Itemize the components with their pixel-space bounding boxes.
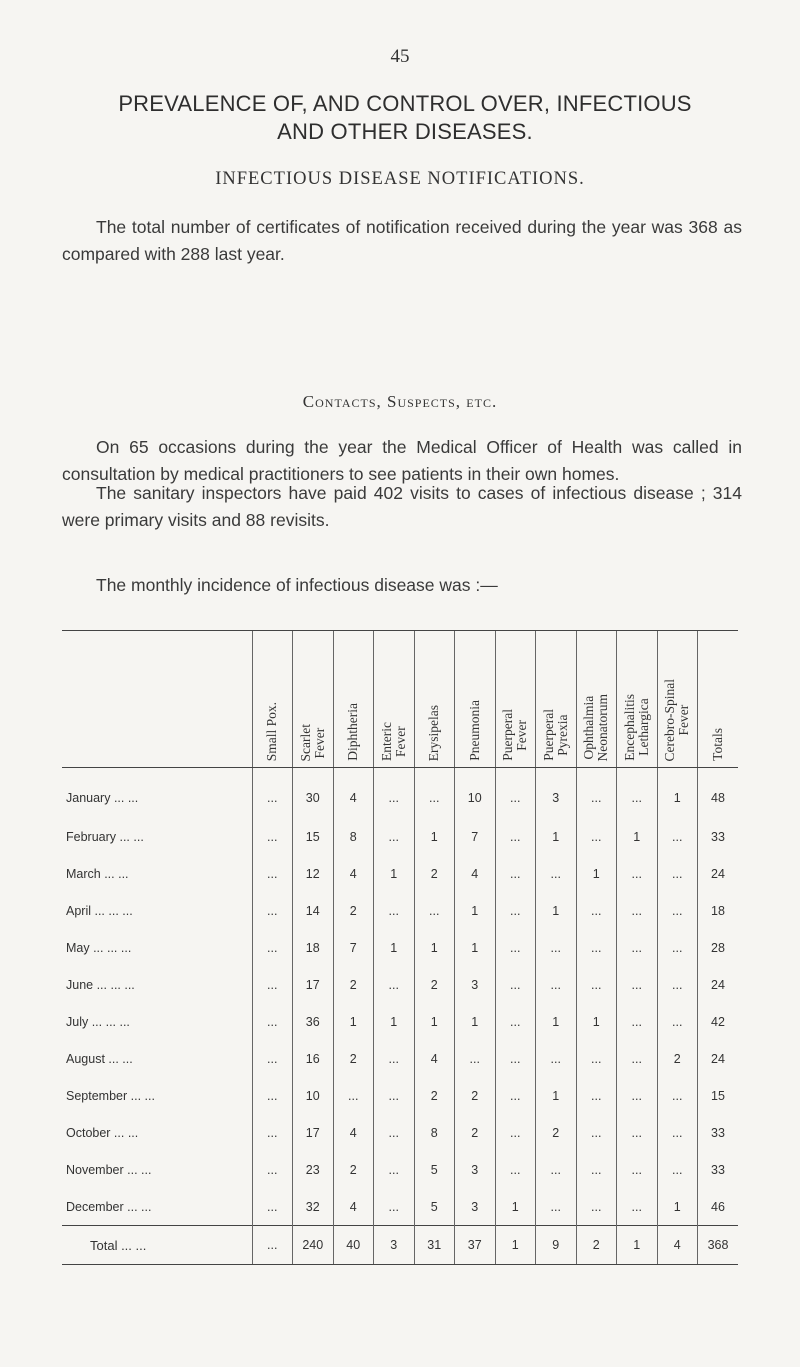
table-cell: ...	[495, 855, 536, 892]
table-cell: ...	[657, 892, 698, 929]
table-cell: ...	[617, 966, 658, 1003]
table-cell: 1	[536, 1077, 577, 1114]
column-header-label: Small Pox.	[264, 701, 280, 761]
table-cell: ...	[333, 1077, 374, 1114]
table-cell: ...	[374, 1114, 415, 1151]
column-header-label: Puerperal Fever	[500, 709, 530, 761]
table-row	[62, 818, 738, 855]
table-cell: 3	[455, 1188, 496, 1226]
table-row	[62, 1151, 738, 1188]
table-cell: 3	[374, 1226, 415, 1265]
table-cell: 3	[455, 966, 496, 1003]
table-cell: 7	[333, 929, 374, 966]
table-cell: ...	[495, 966, 536, 1003]
table-cell: 33	[698, 1151, 739, 1188]
table-cell: 10	[455, 768, 496, 819]
table-cell: ...	[252, 1040, 293, 1077]
table-cell: 5	[414, 1151, 455, 1188]
table-cell: ...	[495, 768, 536, 819]
table-cell: ...	[495, 1151, 536, 1188]
table-cell: ...	[252, 1077, 293, 1114]
table-cell: ...	[536, 1040, 577, 1077]
total-row	[62, 1226, 738, 1265]
table-cell: 2	[333, 892, 374, 929]
table-cell: ...	[657, 966, 698, 1003]
table-cell: 8	[414, 1114, 455, 1151]
page-title	[60, 90, 750, 146]
table-cell: 17	[293, 1114, 334, 1151]
table-cell: ...	[495, 818, 536, 855]
column-header-label: Scarlet Fever	[297, 723, 327, 761]
month-label: March ... ...	[66, 866, 129, 881]
table-cell: 1	[374, 855, 415, 892]
table-cell: ...	[536, 855, 577, 892]
table-cell: 2	[414, 1077, 455, 1114]
table-cell: ...	[414, 892, 455, 929]
table-cell: 5	[414, 1188, 455, 1226]
table-cell: ...	[576, 892, 617, 929]
table-header-row	[62, 631, 738, 768]
column-header	[657, 631, 698, 768]
month-label: October ... ...	[66, 1125, 139, 1140]
notifications-text: The total number of certificates of notification received during the year was 368 as compared with 288 last year.	[62, 217, 742, 264]
table-cell: ...	[495, 1040, 536, 1077]
column-header-label: Enteric Fever	[378, 722, 408, 761]
notifications-paragraph	[62, 214, 742, 268]
table-cell: ...	[252, 1226, 293, 1265]
table-cell: 3	[536, 768, 577, 819]
table-cell: ...	[657, 1114, 698, 1151]
table-cell: 1	[576, 855, 617, 892]
table-cell: ...	[617, 1040, 658, 1077]
table-cell: ...	[536, 966, 577, 1003]
table-cell: 33	[698, 818, 739, 855]
table-cell: 1	[333, 1003, 374, 1040]
table-cell: 15	[293, 818, 334, 855]
table-cell: 4	[333, 768, 374, 819]
table-cell: ...	[414, 768, 455, 819]
table-cell: 2	[657, 1040, 698, 1077]
column-header	[374, 631, 415, 768]
column-header	[252, 631, 293, 768]
table-cell: 7	[455, 818, 496, 855]
month-label: February ... ...	[66, 829, 144, 844]
table-cell: ...	[657, 1003, 698, 1040]
table-row	[62, 1077, 738, 1114]
month-label: September ... ...	[66, 1088, 155, 1103]
table-cell: 1	[455, 892, 496, 929]
table-cell: 4	[657, 1226, 698, 1265]
column-header-label: Puerperal Pyrexia	[540, 709, 570, 761]
table-cell: 17	[293, 966, 334, 1003]
table-cell: 1	[414, 929, 455, 966]
table-cell: ...	[455, 1040, 496, 1077]
visits-text: The sanitary inspectors have paid 402 visits to cases of infectious disease ; 314 were primary visits and 88 revisits.	[62, 483, 742, 530]
column-header	[617, 631, 658, 768]
table-cell: ...	[617, 768, 658, 819]
table-cell: 12	[293, 855, 334, 892]
month-label: January ... ...	[66, 791, 139, 805]
table-cell: 4	[333, 1188, 374, 1226]
table-cell: 2	[414, 855, 455, 892]
table-cell: 1	[414, 1003, 455, 1040]
table-cell: 37	[455, 1226, 496, 1265]
table-cell: ...	[252, 1151, 293, 1188]
table-cell: 36	[293, 1003, 334, 1040]
table-cell: ...	[617, 1114, 658, 1151]
table-row	[62, 929, 738, 966]
table-cell: ...	[374, 1040, 415, 1077]
table-cell: ...	[536, 1188, 577, 1226]
contacts-heading: Contacts, Suspects, etc.	[302, 392, 498, 411]
table-body	[62, 768, 738, 1265]
month-label: May ... ... ...	[66, 940, 132, 955]
table-cell: 2	[455, 1114, 496, 1151]
table-cell: 32	[293, 1188, 334, 1226]
table-cell: ...	[617, 929, 658, 966]
consultation-text: On 65 occasions during the year the Medical Officer of Health was called in consultation by medical practitioners to see patients in their own homes.	[62, 437, 742, 484]
table-cell: ...	[576, 1188, 617, 1226]
table-cell: ...	[657, 1077, 698, 1114]
table-cell: ...	[252, 1114, 293, 1151]
table-cell: 3	[455, 1151, 496, 1188]
table-cell: 1	[536, 818, 577, 855]
table-cell: 2	[414, 966, 455, 1003]
table-intro: The monthly incidence of infectious disease was :—	[96, 575, 498, 595]
table-cell: ...	[495, 1077, 536, 1114]
column-header-label: Totals	[710, 728, 725, 761]
table-cell: 40	[333, 1226, 374, 1265]
table-cell: ...	[617, 855, 658, 892]
table-cell: ...	[617, 1151, 658, 1188]
table-cell: 240	[293, 1226, 334, 1265]
table-cell: 4	[414, 1040, 455, 1077]
table-cell: 30	[293, 768, 334, 819]
table-cell: 46	[698, 1188, 739, 1226]
table-cell: 42	[698, 1003, 739, 1040]
column-header-label: Encephalitis Lethargica	[621, 694, 651, 761]
table-cell: ...	[576, 1077, 617, 1114]
table-cell: 1	[374, 929, 415, 966]
table-row	[62, 892, 738, 929]
column-header	[455, 631, 496, 768]
column-header	[414, 631, 455, 768]
table-cell: 15	[698, 1077, 739, 1114]
table-cell: ...	[374, 768, 415, 819]
table-cell: 4	[455, 855, 496, 892]
table-cell: ...	[536, 929, 577, 966]
table-cell: ...	[495, 1003, 536, 1040]
month-label: December ... ...	[66, 1199, 152, 1214]
table-cell: 24	[698, 1040, 739, 1077]
table-cell: ...	[576, 1151, 617, 1188]
table-cell: ...	[576, 818, 617, 855]
table-cell: ...	[252, 818, 293, 855]
table-row	[62, 966, 738, 1003]
table-cell: 31	[414, 1226, 455, 1265]
table-cell: 33	[698, 1114, 739, 1151]
month-label: June ... ... ...	[66, 977, 135, 992]
table-cell: ...	[576, 1114, 617, 1151]
table-cell: 1	[576, 1003, 617, 1040]
table-cell: 24	[698, 855, 739, 892]
table-cell: 23	[293, 1151, 334, 1188]
table-cell: ...	[252, 892, 293, 929]
table-cell: 9	[536, 1226, 577, 1265]
table-row	[62, 1040, 738, 1077]
table-cell: 8	[333, 818, 374, 855]
table-cell: 18	[293, 929, 334, 966]
table-cell: ...	[374, 1077, 415, 1114]
title-line-1: PREVALENCE OF, AND CONTROL OVER, INFECTIOUS	[118, 91, 692, 116]
table-cell: ...	[252, 966, 293, 1003]
table-cell: ...	[657, 855, 698, 892]
table-cell: 1	[374, 1003, 415, 1040]
table-cell: 48	[698, 768, 739, 819]
column-header	[495, 631, 536, 768]
table-cell: 1	[455, 1003, 496, 1040]
table-cell: ...	[576, 966, 617, 1003]
table-row	[62, 1188, 738, 1226]
table-cell: ...	[657, 1151, 698, 1188]
table-row	[62, 855, 738, 892]
table-cell: 2	[333, 1151, 374, 1188]
table-cell: ...	[536, 1151, 577, 1188]
table-cell: 16	[293, 1040, 334, 1077]
table-cell: 28	[698, 929, 739, 966]
column-header	[333, 631, 374, 768]
table-cell: 2	[455, 1077, 496, 1114]
table-cell: ...	[495, 892, 536, 929]
column-header-label: Diphtheria	[345, 703, 361, 761]
table-cell: 4	[333, 855, 374, 892]
table-cell: ...	[576, 1040, 617, 1077]
table-cell: 1	[414, 818, 455, 855]
table-cell: 1	[617, 1226, 658, 1265]
table-cell: 14	[293, 892, 334, 929]
table-cell: ...	[374, 966, 415, 1003]
column-header	[576, 631, 617, 768]
table-cell: 1	[617, 818, 658, 855]
table-cell: ...	[252, 1003, 293, 1040]
table-cell: ...	[657, 818, 698, 855]
title-line-2: AND OTHER DISEASES.	[277, 119, 533, 144]
column-header	[698, 631, 739, 768]
table-cell: 18	[698, 892, 739, 929]
table-cell: 1	[495, 1226, 536, 1265]
page-number: 45	[390, 46, 410, 67]
table-cell: ...	[576, 768, 617, 819]
table-cell: 1	[536, 1003, 577, 1040]
table-cell: ...	[617, 1003, 658, 1040]
table-cell: 2	[333, 966, 374, 1003]
monthly-incidence-table	[62, 630, 738, 1265]
table-cell: ...	[252, 855, 293, 892]
table-cell: 1	[536, 892, 577, 929]
column-header-label: Pneumonia	[466, 700, 482, 761]
table-cell: 2	[333, 1040, 374, 1077]
table-cell: 24	[698, 966, 739, 1003]
table-cell: 368	[698, 1226, 739, 1265]
table-cell: ...	[252, 768, 293, 819]
month-label: April ... ... ...	[66, 903, 133, 918]
table-cell: ...	[374, 1151, 415, 1188]
table-cell: 4	[333, 1114, 374, 1151]
month-label: August ... ...	[66, 1051, 133, 1066]
table-cell: ...	[657, 929, 698, 966]
table-cell: ...	[495, 1114, 536, 1151]
column-header-label: Ophthalmia Neonatorum	[581, 693, 611, 761]
table-row	[62, 1114, 738, 1151]
table-cell: ...	[617, 1188, 658, 1226]
column-header	[536, 631, 577, 768]
table-cell: 10	[293, 1077, 334, 1114]
column-header-label: Cerebro-Spinal Fever	[662, 678, 692, 761]
table-cell: ...	[252, 929, 293, 966]
table-row	[62, 1003, 738, 1040]
table-cell: ...	[374, 892, 415, 929]
table-cell: ...	[374, 1188, 415, 1226]
table-cell: ...	[252, 1188, 293, 1226]
table-cell: ...	[495, 929, 536, 966]
table-cell: 1	[657, 1188, 698, 1226]
month-label: July ... ... ...	[66, 1014, 130, 1029]
table-cell: ...	[374, 818, 415, 855]
table-cell: 2	[536, 1114, 577, 1151]
header-corner	[62, 631, 252, 768]
month-label: Total ... ...	[62, 1226, 252, 1265]
table-row	[62, 768, 738, 819]
column-header-label: Erysipelas	[426, 704, 442, 761]
notifications-heading: INFECTIOUS DISEASE NOTIFICATIONS.	[215, 169, 585, 189]
table-cell: ...	[617, 892, 658, 929]
table-cell: ...	[576, 929, 617, 966]
table-cell: ...	[617, 1077, 658, 1114]
table-cell: 1	[495, 1188, 536, 1226]
table-cell: 2	[576, 1226, 617, 1265]
table-cell: 1	[657, 768, 698, 819]
table-cell: 1	[455, 929, 496, 966]
column-header	[293, 631, 334, 768]
month-label: November ... ...	[66, 1162, 152, 1177]
